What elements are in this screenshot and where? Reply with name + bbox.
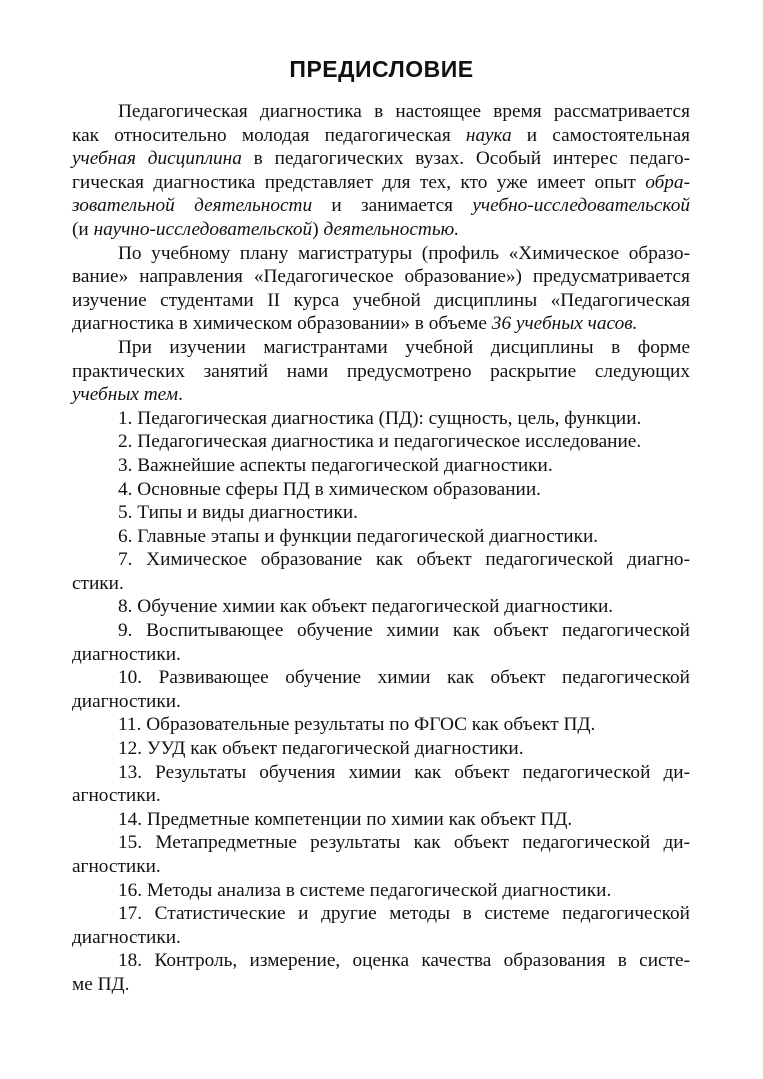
italic-text: деятельностью. (323, 218, 460, 240)
text-segment: диагностики. (72, 926, 181, 948)
text-line (72, 619, 690, 643)
text-line (72, 855, 690, 879)
text-segment: агностики. (72, 785, 161, 807)
text-segment: практических занятий нами предусмотрено раскрытие следующих (72, 360, 690, 382)
text-line (72, 501, 690, 525)
text-segment: в педагогических вузах. Особый интерес педаго- (241, 148, 691, 170)
text-segment: стики. (72, 572, 124, 594)
text-line (72, 831, 690, 855)
italic-text: обра- (645, 171, 690, 193)
text-segment: вание» направления «Педагогическое образование») предусматривается (72, 266, 690, 288)
text-segment: 4. Основные сферы ПД в химическом образовании. (118, 478, 541, 500)
text-line (72, 548, 690, 572)
text-line (72, 194, 690, 218)
text-segment: 7. Химическое образование как объект педагогической диагно- (118, 549, 690, 571)
text-segment: . (178, 384, 183, 406)
text-line (72, 360, 690, 384)
text-segment: По учебному плану магистратуры (профиль «Химическое образо- (118, 242, 690, 264)
text-line (72, 808, 690, 832)
text-segment: гическая диагностика представляет для тех, кто уже имеет опыт (72, 171, 646, 193)
text-segment: 18. Контроль, измерение, оценка качества образования в систе- (118, 950, 690, 972)
text-line (72, 572, 690, 596)
italic-text: учебная дисциплина (72, 148, 242, 170)
text-segment: 9. Воспитывающее обучение химии как объект педагогической (118, 620, 690, 642)
text-segment: диагностики. (72, 643, 181, 665)
text-segment: изучение студентами II курса учебной дисциплины «Педагогическая (72, 289, 690, 311)
text-segment: 17. Статистические и другие методы в системе педагогической (118, 903, 690, 925)
text-segment: (и (72, 218, 94, 240)
text-line (72, 171, 690, 195)
text-line (72, 100, 690, 124)
text-segment: 14. Предметные компетенции по химии как объект ПД. (118, 808, 573, 830)
text-line (72, 478, 690, 502)
text-line (72, 454, 690, 478)
text-line (72, 643, 690, 667)
italic-text: зовательной деятельности (72, 195, 313, 217)
text-line (72, 879, 690, 903)
text-line (72, 784, 690, 808)
text-segment: и занимается (312, 195, 473, 217)
text-line (72, 973, 690, 997)
text-segment: 1. Педагогическая диагностика (ПД): сущность, цель, функции. (118, 407, 642, 429)
text-segment: и самостоятельная (511, 124, 690, 146)
text-line (72, 383, 690, 407)
text-segment: ) (312, 218, 324, 240)
italic-text: наука (465, 124, 512, 146)
text-segment: ме ПД. (72, 973, 130, 995)
text-line (72, 713, 690, 737)
text-line (72, 595, 690, 619)
italic-text: 36 учебных часов. (491, 313, 638, 335)
text-line (72, 525, 690, 549)
text-segment: 6. Главные этапы и функции педагогической диагностики. (118, 525, 599, 547)
italic-text: научно-исследовательской (93, 218, 313, 240)
text-segment: 11. Образовательные результаты по ФГОС как объект ПД. (118, 714, 596, 736)
italic-text: учебных тем (72, 384, 179, 406)
text-line (72, 666, 690, 690)
text-line (72, 312, 690, 336)
text-line (72, 265, 690, 289)
text-segment: 12. УУД как объект педагогической диагностики. (118, 738, 524, 760)
text-line (72, 147, 690, 171)
text-segment: 15. Метапредметные результаты как объект педагогической ди- (118, 832, 690, 854)
text-segment: 3. Важнейшие аспекты педагогической диагностики. (118, 454, 553, 476)
text-line (72, 242, 690, 266)
text-line (72, 336, 690, 360)
text-line (72, 218, 690, 242)
text-segment: 16. Методы анализа в системе педагогической диагностики. (118, 879, 612, 901)
text-segment: 5. Типы и виды диагностики. (118, 502, 358, 524)
text-line (72, 124, 690, 148)
text-line (72, 761, 690, 785)
text-segment: диагностика в химическом образовании» в объеме (72, 313, 492, 335)
text-line (72, 949, 690, 973)
text-segment: агностики. (72, 856, 161, 877)
document-body (72, 100, 690, 997)
text-line (72, 902, 690, 926)
text-segment: 13. Результаты обучения химии как объект педагогической ди- (118, 761, 690, 783)
text-segment: 10. Развивающее обучение химии как объект педагогической (118, 667, 690, 689)
text-segment: 2. Педагогическая диагностика и педагогическое исследование. (118, 431, 642, 453)
text-segment: При изучении магистрантами учебной дисциплины в форме (118, 336, 690, 358)
text-line (72, 430, 690, 454)
text-segment: Педагогическая диагностика в настоящее время рассматривается (118, 101, 690, 122)
text-segment: как относительно молодая педагогическая (72, 124, 466, 146)
text-line (72, 407, 690, 431)
text-line (72, 690, 690, 714)
page-title: ПРЕДИСЛОВИЕ (289, 56, 474, 82)
text-segment: диагностики. (72, 690, 181, 712)
italic-text: учебно-исследовательской (472, 195, 690, 217)
text-line (72, 926, 690, 950)
text-line (72, 737, 690, 761)
text-line (72, 289, 690, 313)
text-segment: 8. Обучение химии как объект педагогической диагностики. (118, 596, 614, 618)
